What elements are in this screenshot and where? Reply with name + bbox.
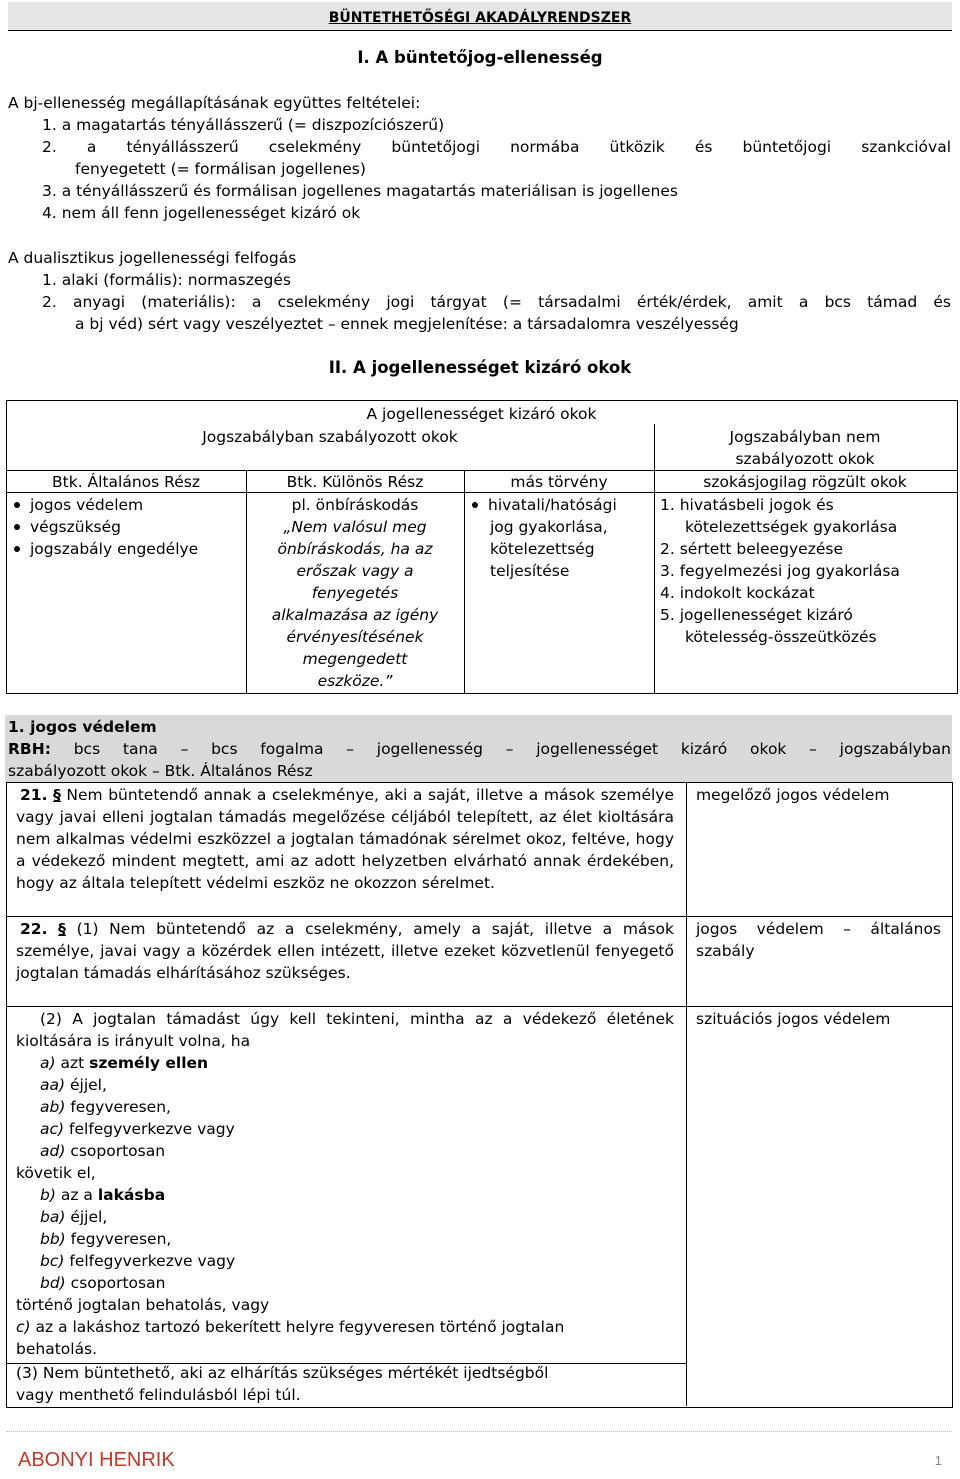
other-law-line: jog gyakorlása, [490, 518, 608, 536]
other-law-item: hivatali/hatósági [472, 494, 617, 516]
special-quote-line: alkalmazása az igény [271, 606, 439, 624]
section-1-title: I. A büntetőjog-ellenesség [357, 48, 603, 67]
footer-author: ABONYI HENRIK [18, 1449, 175, 1471]
bullet-icon [14, 502, 20, 508]
custom-item: 4. indokolt kockázat [660, 584, 815, 602]
para-22-1: 22. § (1) Nem büntetendő az a cselekmény, amely a saját, illetve a mások személye, javai vagy a közérdek ellen intézett, illetve ezeket közvetlenül fenyegető jogtalan támadás elhárításához szükséges. [16, 920, 674, 982]
general-item: jogszabály engedélye [14, 538, 198, 560]
point-c-cont: behatolás. [16, 1340, 98, 1358]
para-22-3: (3) Nem büntethető, aki az elhárítás szükséges mértékét ijedtségből [16, 1364, 549, 1382]
point-b: b) az a lakásba [40, 1186, 166, 1204]
bullet-icon [472, 502, 478, 508]
bullet-icon [14, 546, 20, 552]
section-3-title: 1. jogos védelem [8, 718, 157, 736]
special-quote-line: megengedett [302, 650, 408, 668]
rbh-line-2: szabályozott okok – Btk. Általános Rész [8, 762, 313, 780]
note-general-defence: jogos védelem – általános szabály [696, 920, 941, 960]
point-a: a) azt személy ellen [40, 1054, 209, 1072]
condition-1: 1. a magatartás tényállásszerű (= diszpozíciószerű) [42, 116, 445, 134]
dual-item-2: 2. anyagi (materiális): a cselekmény jogi tárgyat (= társadalmi érték/érdek, amit a bcs támad és [42, 293, 951, 311]
col-custom: szokásjogilag rögzült okok [703, 473, 907, 491]
dual-item-1: 1. alaki (formális): normaszegés [42, 271, 291, 289]
section-1-intro: A bj-ellenesség megállapításának együttes feltételei: [8, 94, 421, 112]
custom-item: 3. fegyelmezési jog gyakorlása [660, 562, 900, 580]
custom-item: 1. hivatásbeli jogok és [660, 496, 834, 514]
document-title: BÜNTETHETŐSÉGI AKADÁLYRENDSZER [328, 10, 632, 26]
custom-item: 2. sértett beleegyezése [660, 540, 843, 558]
col-special: Btk. Különös Rész [286, 473, 424, 491]
point-ab: ab) fegyveresen, [40, 1098, 171, 1116]
point-ad: ad) csoportosan [40, 1142, 166, 1160]
special-quote-line: fenyegetés [311, 584, 399, 602]
condition-2: 2. a tényállásszerű cselekmény büntetőjogi normába ütközik és büntetőjogi szankcióval [42, 138, 951, 156]
custom-item-cont: kötelezettségek gyakorlása [685, 518, 898, 536]
point-ac: ac) felfegyverkezve vagy [40, 1120, 235, 1138]
table-caption: A jogellenességet kizáró okok [366, 405, 597, 423]
page-number: 1 [934, 1453, 942, 1468]
condition-3: 3. a tényállásszerű és formálisan jogellenes magatartás materiálisan is jogellenes [42, 182, 678, 200]
special-quote-line: érvényesítésének [286, 628, 424, 646]
footer-divider [6, 1431, 952, 1432]
condition-2-cont: fenyegetett (= formálisan jogellenes) [75, 160, 366, 178]
para-21: 21. § Nem büntetendő annak a cselekménye, aki a saját, illetve a mások személye vagy javai elleni jogtalan támadás megelőzése céljából telepített, az élet kioltására nem alkalmas védelmi eszközzel a jogtalan támadónak sérelmet okoz, feltéve, hogy a védekező mindent megtett, ami az adott helyzetben elvárható annak érdekében, hogy az általa telepített védelmi eszköz ne okozzon sérelmet. [16, 786, 674, 892]
dual-title: A dualisztikus jogellenességi felfogás [8, 249, 297, 267]
special-quote-line: önbíráskodás, ha az [277, 540, 433, 558]
special-quote-line: eszköze.” [317, 672, 393, 690]
note-situational-defence: szituációs jogos védelem [696, 1010, 891, 1028]
special-quote-line: „Nem valósul meg [283, 518, 427, 536]
point-bd: bd) csoportosan [40, 1274, 166, 1292]
other-law-line: kötelezettség [490, 540, 595, 558]
point-ba: ba) éjjel, [40, 1208, 108, 1226]
condition-4: 4. nem áll fenn jogellenességet kizáró ok [42, 204, 361, 222]
rbh-line: RBH: bcs tana – bcs fogalma – jogellenesség – jogellenességet kizáró okok – jogszabályban [8, 740, 951, 758]
general-item: jogos védelem [14, 494, 143, 516]
unregulated-header-1: Jogszabályban nem [729, 428, 881, 446]
custom-item: 5. jogellenességet kizáró [660, 606, 853, 624]
section-2-title: II. A jogellenességet kizáró okok [328, 358, 632, 377]
para-22-3-cont: vagy menthető felindulásból lépi túl. [16, 1386, 301, 1404]
custom-item-cont: kötelesség-összeütközés [685, 628, 877, 646]
general-item: végszükség [14, 516, 121, 538]
unregulated-header-2: szabályozott okok [735, 450, 875, 468]
special-intro: pl. önbíráskodás [291, 496, 419, 514]
col-general: Btk. Általános Rész [52, 473, 200, 491]
other-law-line: teljesítése [490, 562, 570, 580]
torteno-behatolas: történő jogtalan behatolás, vagy [16, 1296, 270, 1314]
special-quote-line: erőszak vagy a [296, 562, 414, 580]
col-other-law: más törvény [510, 473, 608, 491]
kovetik-el: követik el, [16, 1164, 96, 1182]
point-bc: bc) felfegyverkezve vagy [40, 1252, 236, 1270]
header-bar [8, 2, 952, 31]
bullet-icon [14, 524, 20, 530]
para-22-2: (2) A jogtalan támadást úgy kell tekinteni, mintha az a védekező életének kioltására is irányult volna, ha [16, 1010, 674, 1050]
point-aa: aa) éjjel, [40, 1076, 107, 1094]
dual-item-2-cont: a bj véd) sért vagy veszélyeztet – ennek megjelenítése: a társadalomra veszélyesség [75, 315, 739, 333]
regulated-header: Jogszabályban szabályozott okok [202, 428, 458, 446]
point-c: c) az a lakáshoz tartozó bekerített helyre fegyveresen történő jogtalan [16, 1318, 565, 1336]
point-bb: bb) fegyveresen, [40, 1230, 172, 1248]
note-preventive-defence: megelőző jogos védelem [696, 786, 890, 804]
